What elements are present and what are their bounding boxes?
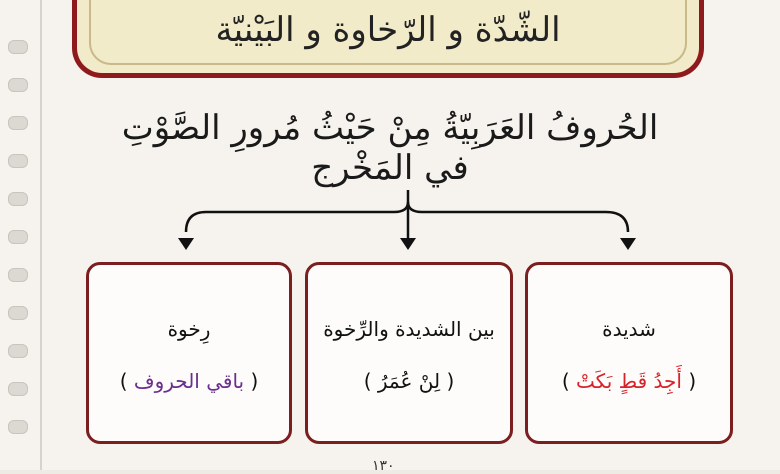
bracket-close: ) xyxy=(363,369,372,393)
box-title: رِخوة xyxy=(167,317,211,341)
example-letters: باقي الحروف xyxy=(133,369,245,393)
page-title: الشّدّة و الرّخاوة و البَيْنيّة xyxy=(215,10,561,50)
arrow-center xyxy=(400,238,416,250)
box-shadida xyxy=(525,262,733,444)
box-bayniyya xyxy=(305,262,513,444)
bracket-open: ( xyxy=(250,369,259,393)
bracket-close: ) xyxy=(119,369,128,393)
box-rikhwa xyxy=(86,262,292,444)
box-title: بين الشديدة والرِّخوة xyxy=(323,317,495,341)
example-letters: لِنْ عُمَرُ xyxy=(377,369,441,393)
example-letters: أَجِدُ قَطٍ بَكَتْ xyxy=(576,369,682,393)
bracket-open: ( xyxy=(446,369,455,393)
bracket-close: ) xyxy=(561,369,570,393)
subtitle: الحُروفُ العَرَبِيّةُ مِنْ حَيْثُ مُرورِ الصَّوْتِ في المَخْرج xyxy=(121,108,659,188)
box-example xyxy=(308,369,510,393)
bracket-open: ( xyxy=(688,369,697,393)
box-example xyxy=(528,369,730,393)
arrow-left xyxy=(178,238,194,250)
box-example xyxy=(89,369,289,393)
arrow-right xyxy=(620,238,636,250)
page-number: ١٣٠ xyxy=(372,458,395,474)
box-title: شديدة xyxy=(602,317,656,341)
